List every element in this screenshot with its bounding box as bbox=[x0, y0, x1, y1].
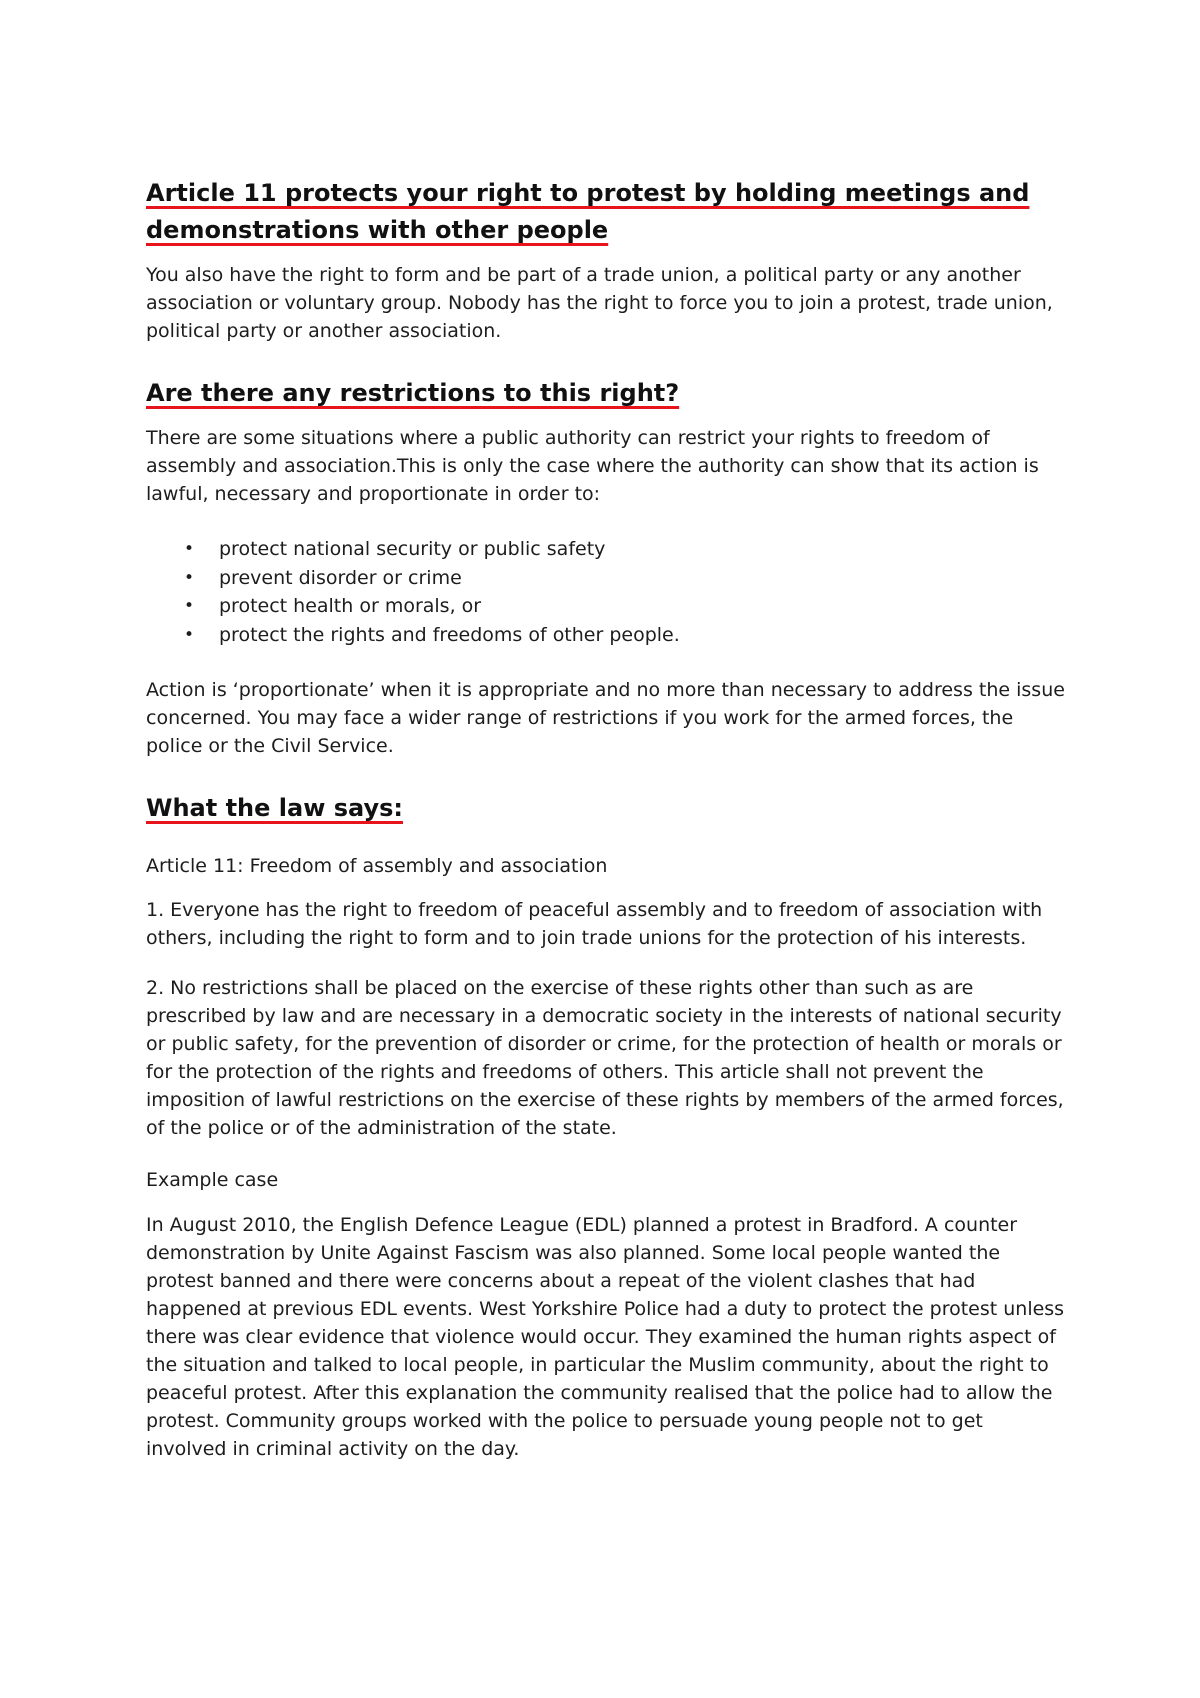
paragraph-proportionate: Action is ‘proportionate’ when it is appropriate and no more than necessary to address the issue concerned. You may face a wider range of restrictions if you work for the armed forces, the police or the Civil Service. bbox=[146, 679, 1065, 757]
bullet-icon: • bbox=[184, 567, 195, 588]
list-item bbox=[146, 535, 1066, 564]
heading-law-says-text: What the law says: bbox=[146, 794, 403, 822]
paragraph-trade-union: You also have the right to form and be part of a trade union, a political party or any another association or voluntary group. Nobody has the right to force you to join a protest, trade union, political party or another association. bbox=[146, 264, 1053, 342]
bullet-icon: • bbox=[184, 539, 195, 559]
list-item bbox=[146, 592, 1066, 621]
bullet-icon: • bbox=[184, 624, 195, 645]
paragraph-restrictions: There are some situations where a public authority can restrict your rights to freedom of assembly and association.This is only the case where the authority can show that its action is lawful, necessary and proportionate in order to: bbox=[146, 427, 1039, 505]
list-item-text: prevent disorder or crime bbox=[219, 566, 462, 589]
bullet-icon: • bbox=[184, 596, 195, 616]
list-item-text: protect the rights and freedoms of other people. bbox=[219, 623, 680, 646]
example-case-label: Example case bbox=[146, 1169, 279, 1191]
list-item bbox=[146, 564, 1066, 593]
list-item bbox=[146, 621, 1066, 650]
list-item-text: protect health or morals, or bbox=[219, 595, 482, 617]
heading-article-11-text: Article 11 protects your right to protest by holding meetings and demonstrations with other people bbox=[146, 179, 1030, 244]
heading-article-11 bbox=[146, 175, 1066, 249]
heading-law-says bbox=[146, 790, 1066, 827]
heading-restrictions-text: Are there any restrictions to this right? bbox=[146, 379, 680, 407]
heading-restrictions bbox=[146, 375, 1066, 412]
example-case-text: In August 2010, the English Defence League (EDL) planned a protest in Bradford. A counter demonstration by Unite Against Fascism was also planned. Some local people wanted the protest banned and there were concerns about a repeat of the violent clashes that had happened at previous EDL events. West Yorkshire Police had a duty to protect the protest unless there was clear evidence that violence would occur. They examined the human rights aspect of the situation and talked to local people, in particular the Muslim community, about the right to peaceful protest. After this explanation the community realised that the police had to allow the protest. Community groups worked with the police to persuade young people not to get involved in criminal activity on the day. bbox=[146, 1214, 1065, 1460]
document-page bbox=[146, 175, 1066, 1463]
article-clause-2: 2. No restrictions shall be placed on the exercise of these rights other than such as are prescribed by law and are necessary in a democratic society in the interests of national security or public safety, for the prevention of disorder or crime, for the protection of health or morals or for the protection of the rights and freedoms of others. This article shall not prevent the imposition of lawful restrictions on the exercise of these rights by members of the armed forces, of the police or of the administration of the state. bbox=[146, 977, 1064, 1139]
restrictions-list bbox=[146, 535, 1066, 649]
article-clause-1: 1. Everyone has the right to freedom of peaceful assembly and to freedom of association with others, including the right to form and to join trade unions for the protection of his interests. bbox=[146, 899, 1043, 949]
article-title: Article 11: Freedom of assembly and association bbox=[146, 855, 608, 877]
list-item-text: protect national security or public safety bbox=[219, 538, 606, 560]
